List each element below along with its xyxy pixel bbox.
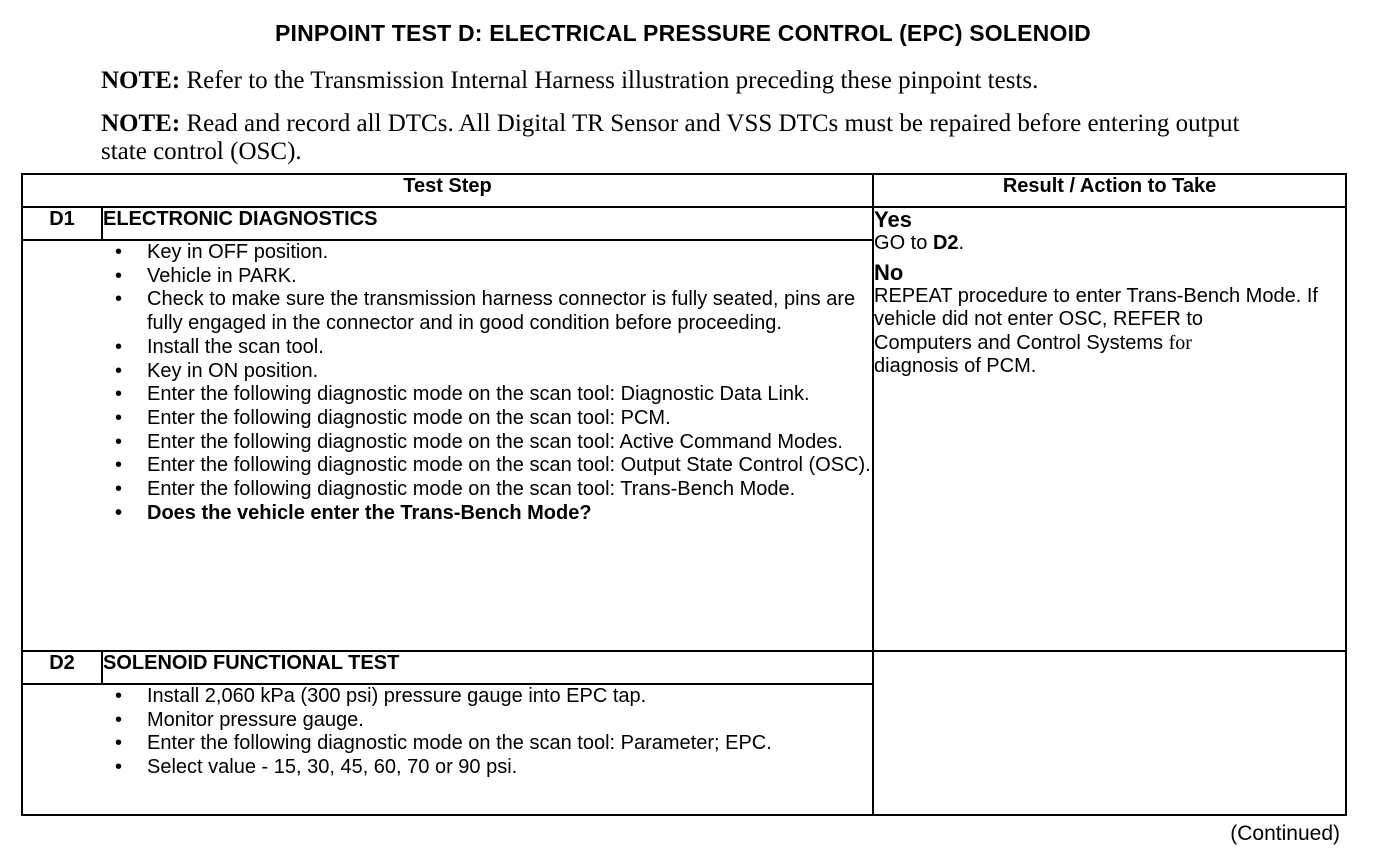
bullet-text: Install 2,060 kPa (300 psi) pressure gauge into EPC tap. [147,685,647,707]
bullet-dot: • [115,383,123,406]
bullet-text: Enter the following diagnostic mode on the scan tool: Active Command Modes. [147,430,843,453]
step-body-d1 [22,240,873,651]
bullet-item [23,709,872,733]
result-cell-d1 [873,207,1346,651]
step-title-d1: ELECTRONIC DIAGNOSTICS [102,207,873,240]
bullet-item [23,685,872,709]
bullet-dot: • [115,359,123,382]
result-yes-action [874,232,1345,256]
bullet-dot: • [115,264,123,287]
bullet-item [23,454,872,478]
bullet-dot: • [115,335,123,358]
page-title: PINPOINT TEST D: ELECTRICAL PRESSURE CONTROL (EPC) SOLENOID [274,20,1091,46]
bullet-item [23,336,872,360]
bullet-dot: • [115,708,123,731]
bullet-text: Key in ON position. [147,359,319,382]
result-no-tail: diagnosis of PCM. [874,355,1037,377]
bullet-dot: • [115,685,123,707]
step-id-d1: D1 [22,207,102,240]
pinpoint-test-table [21,173,1347,816]
header-test-step: Test Step [22,174,873,207]
bullet-dot: • [115,241,123,263]
result-yes-suffix: . [958,231,965,254]
step-body-d2 [22,684,873,815]
bullet-item [23,360,872,384]
bullet-dot: • [115,454,123,477]
result-cell-d2 [873,651,1346,815]
step-d2-bullets [23,685,872,780]
bullet-dot: • [115,288,123,311]
bullet-dot: • [115,478,123,501]
bullet-text: Enter the following diagnostic mode on the scan tool: Trans-Bench Mode. [147,478,796,501]
step-id-d2: D2 [22,651,102,684]
result-no-action [874,285,1345,379]
bullet-item [23,288,872,335]
result-yes-target: D2 [932,231,959,254]
note-2-text: Read and record all DTCs. All Digital TR Sensor and VSS DTCs must be repaired before entering output state control (OSC). [101,110,1240,165]
bullet-text: Select value - 15, 30, 45, 60, 70 or 90 psi. [147,756,518,779]
bullet-text: Key in OFF position. [147,241,329,263]
step-title-d2: SOLENOID FUNCTIONAL TEST [102,651,873,684]
bullet-dot: • [115,756,123,779]
bullet-dot: • [115,501,123,524]
note-1-text: Refer to the Transmission Internal Harness illustration preceding these pinpoint tests. [186,67,1039,94]
note-1-label: NOTE: [101,67,181,94]
continued-label: (Continued) [1230,822,1340,845]
bullet-dot: • [115,430,123,453]
bullet-text: Enter the following diagnostic mode on the scan tool: Parameter; EPC. [147,732,772,755]
bullet-item [23,265,872,289]
bullet-text: Enter the following diagnostic mode on the scan tool: PCM. [147,406,671,429]
result-yes-prefix: GO to [874,231,928,254]
result-no-reference: Computers and Control Systems [874,331,1164,354]
result-no-reference-tail: for [1168,331,1192,354]
bullet-item [23,756,872,780]
bullet-item [23,431,872,455]
result-yes-label: Yes [874,207,912,232]
bullet-item [23,502,872,526]
result-no-label: No [874,260,904,285]
header-result: Result / Action to Take [873,174,1346,207]
bullet-item [23,383,872,407]
bullet-text: Enter the following diagnostic mode on the scan tool: Diagnostic Data Link. [147,383,810,406]
note-1 [101,67,1281,95]
bullet-item [23,407,872,431]
bullet-text: Does the vehicle enter the Trans-Bench Mode? [147,501,592,524]
result-no-text: REPEAT procedure to enter Trans-Bench Mode. If vehicle did not enter OSC, REFER to [874,284,1318,330]
note-2-label: NOTE: [101,110,181,137]
bullet-item [23,478,872,502]
bullet-text: Vehicle in PARK. [147,264,297,287]
bullet-text: Check to make sure the transmission harness connector is fully seated, pins are fully engaged in the connector and in good condition before proceeding. [147,288,856,335]
bullet-dot: • [115,406,123,429]
bullet-text: Install the scan tool. [147,335,324,358]
bullet-text: Enter the following diagnostic mode on the scan tool: Output State Control (OSC). [147,454,871,477]
bullet-item [23,732,872,756]
bullet-text: Monitor pressure gauge. [147,708,364,731]
bullet-dot: • [115,732,123,755]
note-2 [101,110,1281,166]
bullet-item [23,241,872,265]
step-d1-bullets [23,241,872,525]
